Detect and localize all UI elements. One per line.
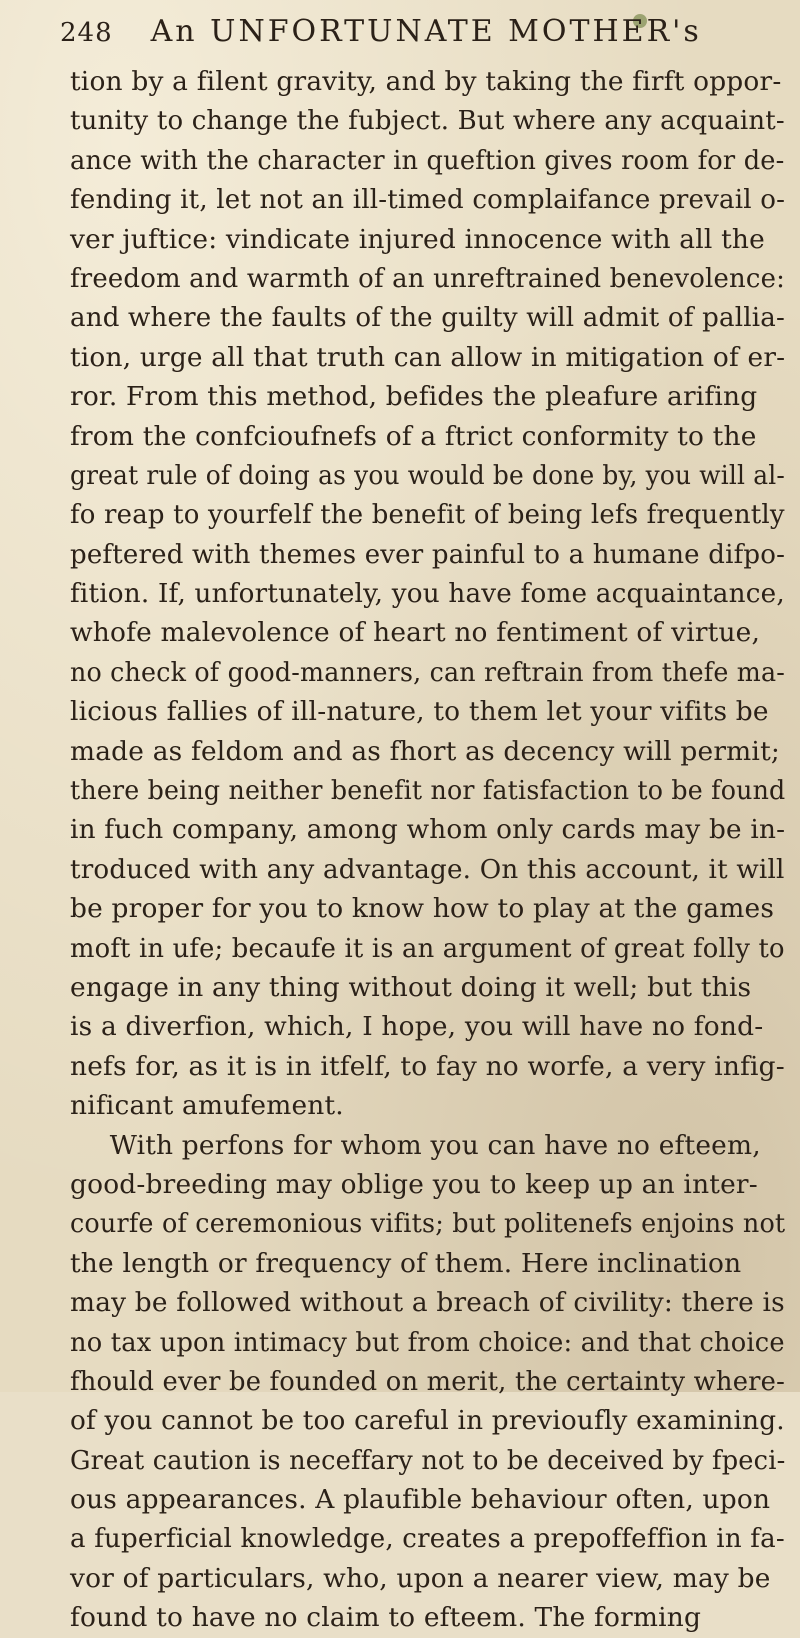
text-line: troduced with any advantage. On this account, it will bbox=[70, 853, 785, 885]
text-line: no check of good-manners, can reftrain from thefe ma- bbox=[70, 656, 785, 688]
text-line: nefs for, as it is in itfelf, to fay no worfe, a very infig- bbox=[70, 1050, 785, 1082]
text-line: ror. From this method, befides the pleafure arifing bbox=[70, 381, 758, 413]
text-line: ver juftice: vindicate injured innocence with all the bbox=[70, 223, 765, 255]
text-line: tunity to change the fubject. But where any acquaint- bbox=[70, 105, 785, 137]
running-head: An UNFORTUNATE MOTHER's bbox=[150, 14, 702, 49]
text-line: engage in any thing without doing it well; but this bbox=[70, 971, 752, 1003]
text-line: courfe of ceremonious vifits; but politenefs enjoins not bbox=[70, 1208, 786, 1240]
text-line: good-breeding may oblige you to keep up an inter- bbox=[70, 1168, 758, 1200]
text-line: With perfons for whom you can have no efteem, bbox=[109, 1129, 761, 1161]
text-line: tion by a filent gravity, and by taking the firft oppor- bbox=[70, 66, 782, 97]
text-line: of you cannot be too careful in previoufly examining. bbox=[70, 1405, 785, 1437]
text-line: tion, urge all that truth can allow in mitigation of er- bbox=[70, 341, 786, 373]
text-line: no tax upon intimacy but from choice: and that choice bbox=[70, 1326, 785, 1358]
text-line: ous appearances. A plaufible behaviour often, upon bbox=[70, 1484, 771, 1516]
text-line: fending it, let not an ill-timed complaifance prevail o- bbox=[70, 184, 786, 216]
text-line: Great caution is neceffary not to be deceived by fpeci- bbox=[70, 1444, 786, 1476]
text-line: found to have no claim to efteem. The forming bbox=[70, 1602, 702, 1634]
page-number: 248 bbox=[60, 18, 113, 48]
text-line: peftered with themes ever painful to a humane difpo- bbox=[70, 538, 786, 570]
text-line: nificant amufement. bbox=[70, 1090, 344, 1122]
text-line: freedom and warmth of an unreftrained benevolence: bbox=[70, 262, 786, 294]
text-line: ance with the character in queftion gives room for de- bbox=[70, 144, 785, 176]
text-line: made as feldom and as fhort as decency will permit; bbox=[70, 735, 780, 767]
text-line: fition. If, unfortunately, you have fome acquaintance, bbox=[70, 578, 785, 610]
text-line: moft in ufe; becaufe it is an argument of great folly to bbox=[70, 932, 785, 964]
text-line: licious fallies of ill-nature, to them let your vifits be bbox=[70, 696, 769, 728]
text-line: from the confcioufnefs of a ftrict conformity to the bbox=[70, 420, 757, 452]
text-line: the length or frequency of them. Here inclination bbox=[70, 1247, 742, 1279]
text-line: there being neither benefit nor fatisfaction to be found bbox=[70, 775, 786, 807]
text-line: great rule of doing as you would be done by, you will al- bbox=[70, 459, 785, 491]
text-line: fo reap to yourfelf the benefit of being lefs frequently bbox=[70, 499, 785, 531]
text-line: whofe malevolence of heart no fentiment of virtue, bbox=[70, 617, 761, 649]
text-line: be proper for you to know how to play at the games bbox=[70, 893, 775, 925]
text-line: may be followed without a breach of civility: there is bbox=[70, 1287, 785, 1319]
text-line: a fuperficial knowledge, creates a prepoffeffion in fa- bbox=[70, 1523, 785, 1555]
page-header bbox=[60, 14, 760, 54]
text-line: is a diverfion, which, I hope, you will have no fond- bbox=[70, 1011, 764, 1043]
text-line: vor of particulars, who, upon a nearer view, may be bbox=[70, 1562, 771, 1594]
text-line: and where the faults of the guilty will admit of pallia- bbox=[70, 302, 786, 334]
body-text bbox=[70, 62, 790, 1638]
text-line: fhould ever be founded on merit, the certainty where- bbox=[70, 1365, 786, 1397]
text-line: in fuch company, among whom only cards may be in- bbox=[70, 814, 786, 846]
